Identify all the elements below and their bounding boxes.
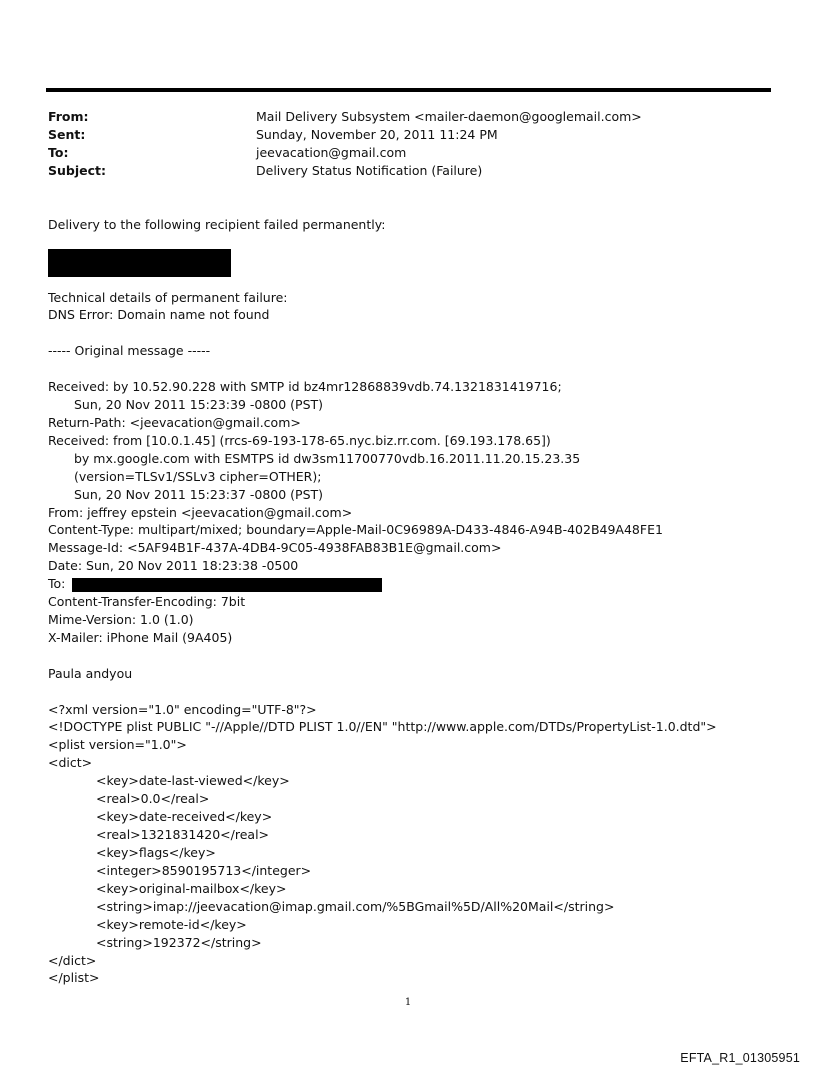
- plist-open: <plist version="1.0">: [48, 737, 187, 752]
- received-date-2: Sun, 20 Nov 2011 15:23:37 -0800 (PST): [74, 487, 324, 502]
- x-mailer: X-Mailer: iPhone Mail (9A405): [48, 630, 233, 645]
- plist-line: <key>remote-id</key>: [96, 917, 247, 932]
- page-number: 1: [404, 997, 412, 1008]
- dict-open: <dict>: [48, 755, 93, 770]
- plist-line: <string>imap://jeevacation@imap.gmail.com/%5BGmail%5D/All%20Mail</string>: [96, 899, 615, 914]
- subject-value: Delivery Status Notification (Failure): [256, 163, 483, 178]
- plist-line: <key>date-last-viewed</key>: [96, 773, 290, 788]
- from-line: From: jeffrey epstein <jeevacation@gmail.com>: [48, 505, 353, 520]
- to-label: To:: [48, 145, 69, 160]
- to-value: jeevacation@gmail.com: [256, 145, 407, 160]
- received-date: Sun, 20 Nov 2011 15:23:39 -0800 (PST): [74, 397, 324, 412]
- content-type: Content-Type: multipart/mixed; boundary=Apple-Mail-0C96989A-D433-4846-A94B-402B49A48FE1: [48, 522, 663, 537]
- received-by: by mx.google.com with ESMTPS id dw3sm11700770vdb.16.2011.11.20.15.23.35: [74, 451, 581, 466]
- received-header-2: Received: from [10.0.1.45] (rrcs-69-193-178-65.nyc.biz.rr.com. [69.193.178.65]): [48, 433, 551, 448]
- from-label: From:: [48, 109, 89, 124]
- sent-value: Sunday, November 20, 2011 11:24 PM: [256, 127, 498, 142]
- plist-line: <key>date-received</key>: [96, 809, 273, 824]
- subject-label: Subject:: [48, 163, 106, 178]
- tech-details: Technical details of permanent failure:: [48, 290, 288, 305]
- dns-error: DNS Error: Domain name not found: [48, 307, 270, 322]
- original-message-marker: ----- Original message -----: [48, 343, 211, 358]
- to-line: To:: [48, 576, 70, 591]
- plist-line: <key>original-mailbox</key>: [96, 881, 287, 896]
- message-text: Paula andyou: [48, 666, 133, 681]
- header-rule: [46, 88, 771, 92]
- plist-close: </plist>: [48, 970, 100, 985]
- plist-line: <string>192372</string>: [96, 935, 262, 950]
- return-path: Return-Path: <jeevacation@gmail.com>: [48, 415, 301, 430]
- redaction-box: [48, 249, 231, 277]
- mime-version: Mime-Version: 1.0 (1.0): [48, 612, 194, 627]
- message-id: Message-Id: <5AF94B1F-437A-4DB4-9C05-4938FAB83B1E@gmail.com>: [48, 540, 502, 555]
- plist-line: <real>0.0</real>: [96, 791, 210, 806]
- plist-line: <key>flags</key>: [96, 845, 216, 860]
- failure-intro: Delivery to the following recipient failed permanently:: [48, 217, 386, 232]
- doctype-line: <!DOCTYPE plist PUBLIC "-//Apple//DTD PLIST 1.0//EN" "http://www.apple.com/DTDs/PropertyList-1.0.dtd">: [48, 719, 717, 734]
- xml-declaration: <?xml version="1.0" encoding="UTF-8"?>: [48, 702, 317, 717]
- sent-label: Sent:: [48, 127, 86, 142]
- redaction-box: [72, 578, 382, 592]
- from-value: Mail Delivery Subsystem <mailer-daemon@googlemail.com>: [256, 109, 642, 124]
- received-version: (version=TLSv1/SSLv3 cipher=OTHER);: [74, 469, 322, 484]
- date-line: Date: Sun, 20 Nov 2011 18:23:38 -0500: [48, 558, 299, 573]
- dict-close: </dict>: [48, 953, 97, 968]
- plist-line: <integer>8590195713</integer>: [96, 863, 312, 878]
- plist-line: <real>1321831420</real>: [96, 827, 270, 842]
- received-header: Received: by 10.52.90.228 with SMTP id bz4mr12868839vdb.74.1321831419716;: [48, 379, 562, 394]
- document-id: EFTA_R1_01305951: [680, 1051, 800, 1065]
- content-transfer-encoding: Content-Transfer-Encoding: 7bit: [48, 594, 246, 609]
